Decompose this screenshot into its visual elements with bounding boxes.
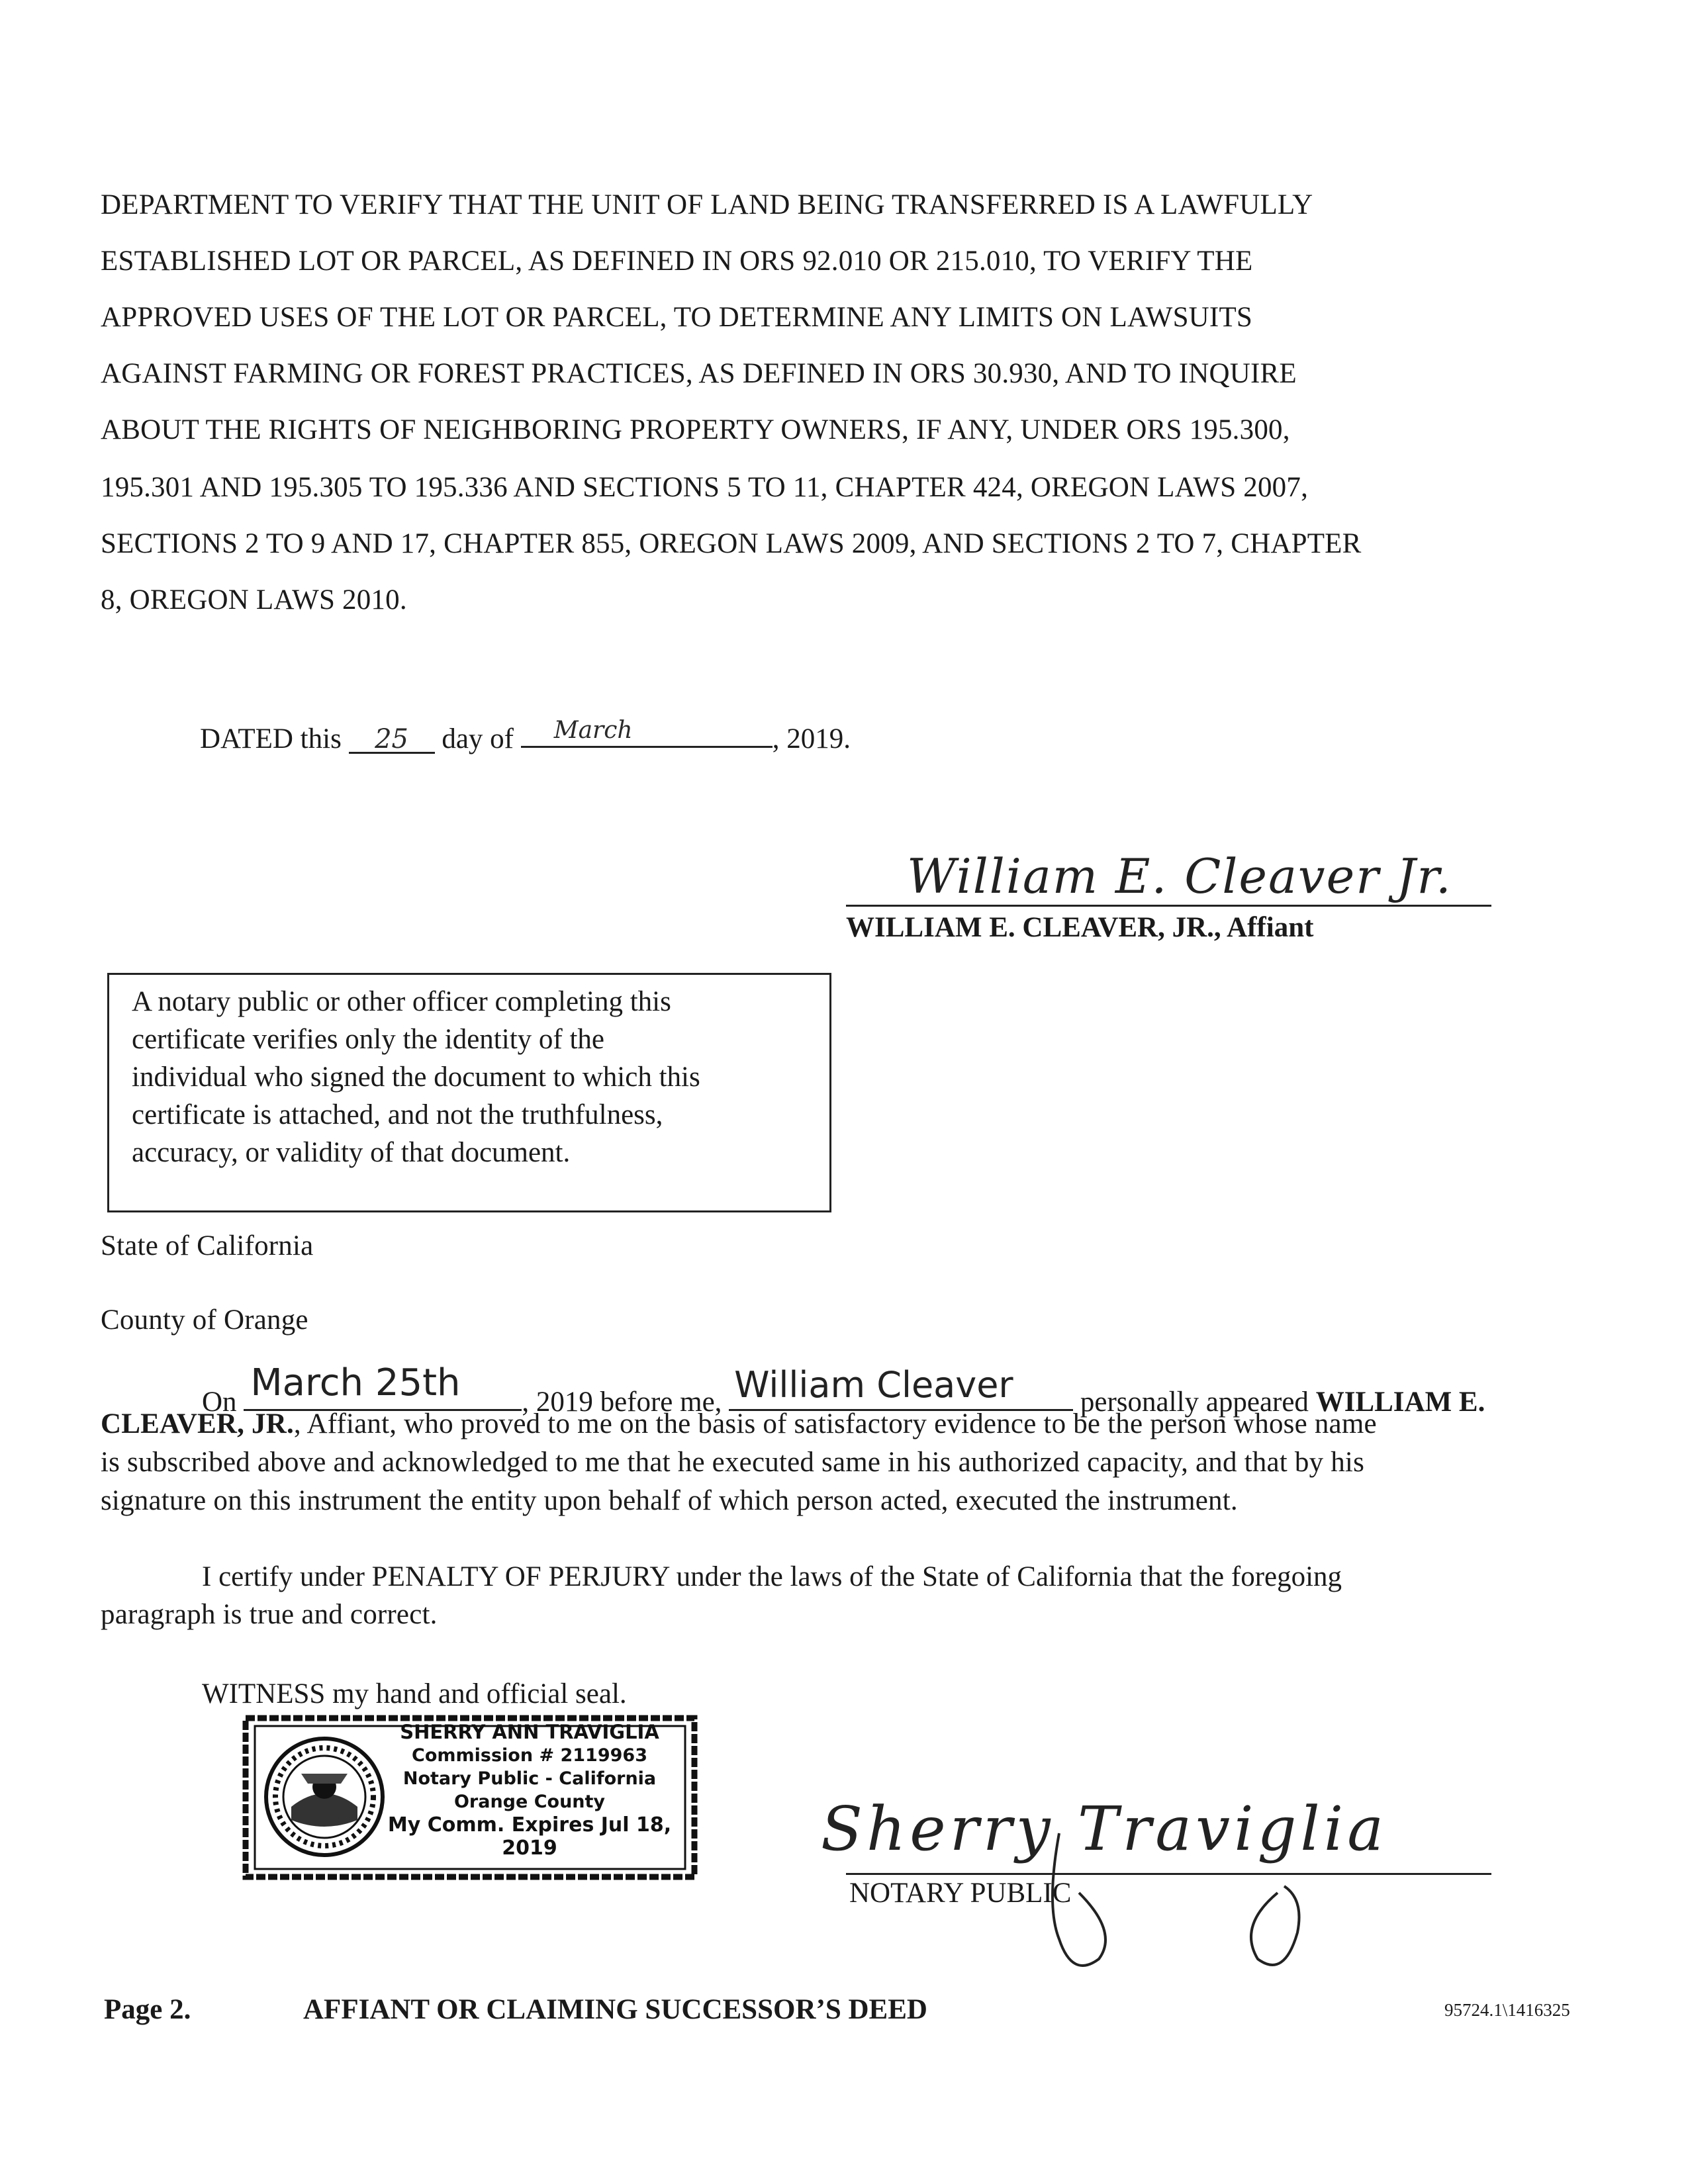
stamp-text-block	[387, 1721, 672, 1860]
dated-line	[200, 717, 851, 755]
ack-name-bold-2: CLEAVER, JR.	[101, 1408, 294, 1439]
ack-officer-handwritten: William Cleaver	[734, 1364, 1013, 1406]
ack-officer-field	[729, 1364, 1073, 1411]
dated-prefix: DATED this	[200, 723, 342, 754]
notice-line-2: certificate verifies only the identity of the	[132, 1024, 604, 1055]
body-line-2: ESTABLISHED LOT OR PARCEL, AS DEFINED IN ORS 92.010 OR 215.010, TO VERIFY THE	[101, 246, 1253, 277]
acknowledgment-line-3: is subscribed above and acknowledged to me that he executed same in his authorized capacity, and that by his	[101, 1447, 1365, 1478]
dated-day-field	[349, 723, 435, 754]
notice-line-1: A notary public or other officer completing this	[132, 986, 671, 1017]
body-line-4: AGAINST FARMING OR FOREST PRACTICES, AS DEFINED IN ORS 30.930, AND TO INQUIRE	[101, 358, 1297, 389]
ack-name-bold-1: WILLIAM E.	[1315, 1387, 1485, 1418]
body-line-6: 195.301 AND 195.305 TO 195.336 AND SECTIONS 5 TO 11, CHAPTER 424, OREGON LAWS 2007,	[101, 472, 1309, 503]
affiant-signature-line	[846, 905, 1491, 907]
notary-notice-box	[107, 973, 831, 1212]
witness-line: WITNESS my hand and official seal.	[202, 1678, 627, 1709]
dated-day-handwritten: 25	[375, 724, 409, 754]
ack-date-field	[244, 1361, 522, 1411]
affiant-name-text: WILLIAM E. CLEAVER, JR.	[846, 912, 1214, 943]
body-line-5: ABOUT THE RIGHTS OF NEIGHBORING PROPERTY OWNERS, IF ANY, UNDER ORS 195.300,	[101, 414, 1290, 445]
dated-month-field	[521, 717, 773, 748]
footer-doc-number: 95724.1\1416325	[1444, 2000, 1570, 2020]
notice-line-4: certificate is attached, and not the truthfulness,	[132, 1099, 663, 1130]
venue-county: County of Orange	[101, 1304, 308, 1336]
stamp-line-4: Orange County	[453, 1792, 606, 1812]
ack-appeared: personally appeared	[1080, 1387, 1309, 1418]
stamp-line-3: Notary Public - California	[402, 1768, 657, 1789]
stamp-line-5: My Comm. Expires Jul 18, 2019	[387, 1813, 672, 1860]
acknowledgment-line-4: signature on this instrument the entity upon behalf of which person acted, executed the instrument.	[101, 1485, 1238, 1516]
certify-line-2: paragraph is true and correct.	[101, 1599, 438, 1630]
notary-label: NOTARY PUBLIC	[849, 1878, 1072, 1909]
ack-rest-line2: , Affiant, who proved to me on the basis of satisfactory evidence to be the person whose name	[293, 1408, 1377, 1439]
notary-signature: Sherry Traviglia	[821, 1794, 1388, 1864]
dated-month-handwritten: March	[553, 717, 633, 744]
notice-line-5: accuracy, or validity of that document.	[132, 1137, 571, 1168]
notice-line-3: individual who signed the document to which this	[132, 1062, 700, 1093]
state-seal-icon	[261, 1734, 387, 1860]
affiant-signature: William E. Cleaver Jr.	[907, 848, 1452, 904]
stamp-line-2: Commission # 2119963	[412, 1745, 647, 1766]
body-line-7: SECTIONS 2 TO 9 AND 17, CHAPTER 855, OREGON LAWS 2009, AND SECTIONS 2 TO 7, CHAPTER	[101, 528, 1362, 559]
ack-year: , 2019 before me,	[522, 1387, 722, 1418]
footer-title: AFFIANT OR CLAIMING SUCCESSOR’S DEED	[303, 1994, 927, 2025]
affiant-role: , Affiant	[1213, 912, 1314, 943]
dated-suffix: , 2019.	[772, 723, 851, 754]
ack-date-handwritten: March 25th	[250, 1361, 461, 1404]
venue-state: State of California	[101, 1230, 314, 1261]
affiant-name	[846, 911, 1313, 944]
stamp-line-1: SHERRY ANN TRAVIGLIA	[400, 1721, 659, 1743]
body-line-1: DEPARTMENT TO VERIFY THAT THE UNIT OF LAND BEING TRANSFERRED IS A LAWFULLY	[101, 189, 1313, 220]
ack-on: On	[202, 1387, 237, 1418]
body-line-8: 8, OREGON LAWS 2010.	[101, 584, 407, 615]
body-line-3: APPROVED USES OF THE LOT OR PARCEL, TO DETERMINE ANY LIMITS ON LAWSUITS	[101, 302, 1253, 333]
acknowledgment-line-2	[101, 1408, 1377, 1440]
certify-line-1: I certify under PENALTY OF PERJURY under the laws of the State of California that the foregoing	[202, 1561, 1342, 1592]
dated-middle: day of	[442, 723, 514, 754]
notary-stamp	[242, 1714, 698, 1883]
footer-page-number: Page 2.	[104, 1994, 191, 2025]
